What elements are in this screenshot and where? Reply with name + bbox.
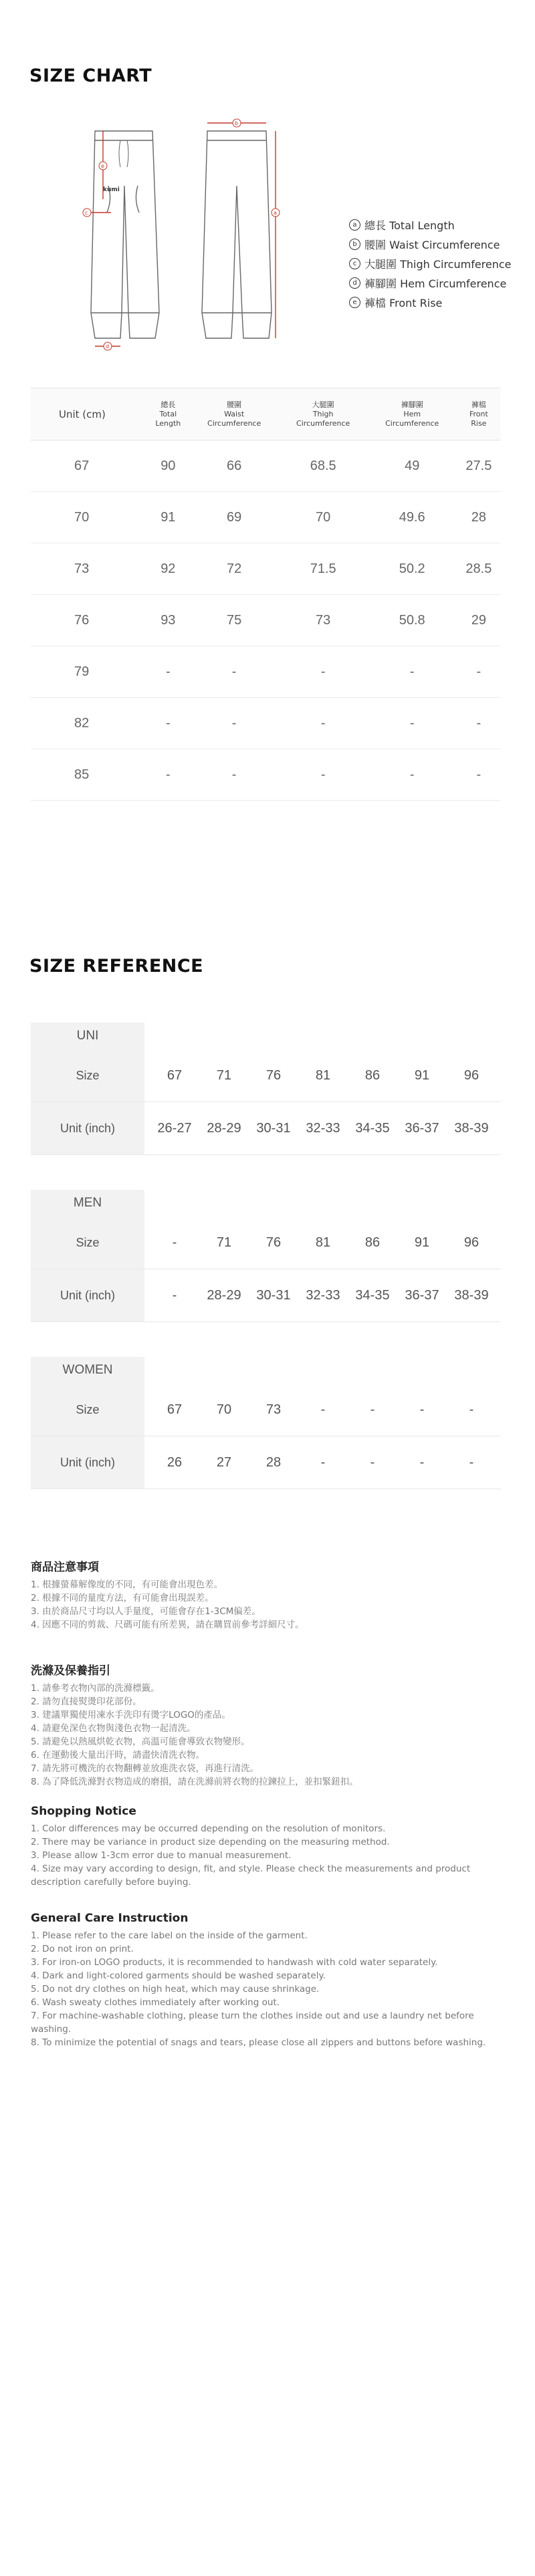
ref-group-title: WOMEN [31, 1357, 144, 1384]
notes-section [31, 1661, 512, 1789]
ref-cell: 71 [216, 1067, 232, 1083]
ref-cell: - [172, 1287, 177, 1303]
ref-cell: 96 [463, 1235, 479, 1250]
ref-cell: - [172, 1235, 177, 1250]
ref-cell: 28 [265, 1454, 282, 1470]
ref-cell: - [320, 1454, 326, 1470]
measure-cell: 68.5 [279, 440, 368, 492]
table-row [31, 595, 501, 646]
size-cell: 70 [31, 492, 146, 543]
notes-line: 3. For iron-on LOGO products, it is recommended to handwash with cold water separately. [31, 1957, 438, 1968]
ref-cell: 28-29 [207, 1120, 241, 1136]
ref-cell: 70 [216, 1402, 232, 1417]
ref-cell: 91 [414, 1067, 430, 1083]
notes-line: 6. 在運動後大量出汗時，請盡快清洗衣物。 [31, 1750, 205, 1761]
column-header: 褲檔 Front Rise [457, 388, 501, 440]
measure-cell: 28.5 [457, 543, 501, 595]
measure-cell: 93 [146, 595, 190, 646]
size-cell: 79 [31, 646, 146, 698]
legend-letter: a [349, 219, 360, 231]
measure-cell: 49 [368, 440, 457, 492]
ref-row-label: Unit (inch) [31, 1102, 144, 1154]
notes-line: 1. Color differences may be occurred depending on the resolution of monitors. [31, 1823, 386, 1834]
notes-line: 5. Do not dry clothes on high heat, which may cause shrinkage. [31, 1984, 320, 1994]
ref-cell: 26 [167, 1454, 183, 1470]
marker-c: c [85, 210, 88, 216]
marker-b: b [235, 120, 239, 126]
measure-cell: 75 [190, 595, 279, 646]
pants-diagram [74, 112, 294, 353]
notes-line: 7. 請先將可機洗的衣物翻轉並放進洗衣袋，再進行清洗。 [31, 1763, 259, 1774]
ref-cell: 86 [364, 1235, 381, 1250]
legend-item-b [349, 235, 512, 254]
legend-item-a [349, 215, 512, 235]
ref-row-label: Unit (inch) [31, 1436, 144, 1489]
table-row [31, 749, 501, 801]
measure-cell: 50.8 [368, 595, 457, 646]
table-row [31, 646, 501, 698]
ref-row-label: Size [31, 1384, 144, 1436]
measure-cell: 27.5 [457, 440, 501, 492]
ref-row [31, 1102, 501, 1155]
measure-cell: - [146, 698, 190, 749]
size-chart-title: SIZE CHART [29, 66, 152, 86]
ref-cell: 30-31 [256, 1287, 291, 1303]
ref-cell: - [419, 1454, 425, 1470]
ref-cell: 32-33 [306, 1287, 340, 1303]
column-header: 褲腳圍 Hem Circumference [368, 388, 457, 440]
table-row [31, 543, 501, 595]
legend-letter: d [349, 277, 360, 289]
ref-group-title: UNI [31, 1023, 144, 1049]
notes-line: 6. Wash sweaty clothes immediately after working out. [31, 1997, 280, 2008]
notes-line: washing. [31, 2024, 72, 2035]
legend-text: 褲檔 Front Rise [364, 297, 443, 309]
ref-cell: 36-37 [405, 1287, 439, 1303]
legend-text: 總長 Total Length [364, 219, 455, 232]
ref-cell: 91 [414, 1235, 430, 1250]
ref-cell: 81 [315, 1235, 331, 1250]
size-cell: 76 [31, 595, 146, 646]
notes-line: 8. 為了降低洗滌對衣物造成的磨損，請在洗滌前將衣物的拉鍊拉上，並扣緊鈕扣。 [31, 1777, 358, 1787]
measurement-legend [349, 215, 512, 312]
measure-cell: 70 [279, 492, 368, 543]
notes-line: 4. Dark and light-colored garments should be washed separately. [31, 1970, 326, 1981]
notes-section [31, 1805, 512, 1889]
legend-item-d [349, 273, 512, 293]
measure-cell: - [190, 698, 279, 749]
unit-header: Unit (cm) [31, 388, 146, 440]
ref-cell: 73 [265, 1402, 282, 1417]
notes-line: description carefully before buying. [31, 1877, 191, 1888]
marker-e: e [101, 163, 104, 169]
ref-cell: 67 [167, 1402, 183, 1417]
measure-cell: 91 [146, 492, 190, 543]
notes-line: 2. 請勿直接熨燙印花部份。 [31, 1696, 142, 1707]
ref-cell: 76 [265, 1067, 282, 1083]
notes-section [31, 1557, 512, 1632]
column-header: 大腿圍 Thigh Circumference [279, 388, 368, 440]
ref-row [31, 1384, 501, 1436]
notes-line: 5. 請避免以熱風烘乾衣物，高溫可能會導致衣物變形。 [31, 1736, 250, 1747]
measure-cell: - [279, 749, 368, 801]
size-cell: 73 [31, 543, 146, 595]
measure-cell: - [190, 749, 279, 801]
size-cell: 85 [31, 749, 146, 801]
ref-row [31, 1049, 501, 1102]
size-cell: 82 [31, 698, 146, 749]
measure-cell: - [457, 646, 501, 698]
measure-cell: 69 [190, 492, 279, 543]
ref-cell: 86 [364, 1067, 381, 1083]
ref-row [31, 1436, 501, 1489]
ref-cell: 34-35 [355, 1120, 390, 1136]
measure-cell: 49.6 [368, 492, 457, 543]
ref-cell: - [370, 1454, 375, 1470]
marker-d: d [106, 344, 110, 350]
measure-cell: 29 [457, 595, 501, 646]
measure-cell: - [279, 646, 368, 698]
legend-text: 腰圍 Waist Circumference [364, 239, 500, 251]
notes-line: 1. 請參考衣物內部的洗滌標籤。 [31, 1683, 160, 1694]
ref-row [31, 1216, 501, 1269]
measure-cell: - [457, 749, 501, 801]
ref-cell: 32-33 [306, 1120, 340, 1136]
ref-cell: 76 [265, 1235, 282, 1250]
legend-item-c [349, 254, 512, 273]
legend-letter: c [349, 258, 360, 269]
legend-text: 褲腳圍 Hem Circumference [364, 277, 507, 290]
measure-cell: 66 [190, 440, 279, 492]
column-header: 腰圍 Waist Circumference [190, 388, 279, 440]
measure-cell: - [368, 646, 457, 698]
notes-line: 7. For machine-washable clothing, please turn the clothes inside out and use a laundry net before [31, 2011, 474, 2021]
legend-letter: b [349, 239, 360, 250]
ref-cell: 38-39 [454, 1287, 489, 1303]
notes-line: 1. Please refer to the care label on the inside of the garment. [31, 1930, 308, 1941]
legend-letter: e [349, 297, 360, 308]
measure-cell: - [368, 698, 457, 749]
ref-cell: 27 [216, 1454, 232, 1470]
measure-cell: 28 [457, 492, 501, 543]
notes-line: 4. 因應不同的剪裁、尺碼可能有所差異，請在購買前參考詳細尺寸。 [31, 1620, 304, 1630]
notes-line: 2. Do not iron on print. [31, 1944, 134, 1954]
size-cell: 67 [31, 440, 146, 492]
size-reference-title: SIZE REFERENCE [29, 956, 204, 977]
ref-cell: 67 [167, 1067, 183, 1083]
measure-cell: 90 [146, 440, 190, 492]
ref-cell: 36-37 [405, 1120, 439, 1136]
size-chart-table [31, 388, 501, 801]
measure-cell: - [457, 698, 501, 749]
notes-line: 8. To minimize the potential of snags and tears, please close all zippers and buttons before washing. [31, 2037, 486, 2048]
measure-cell: - [279, 698, 368, 749]
ref-cell: 34-35 [355, 1287, 390, 1303]
measure-cell: 50.2 [368, 543, 457, 595]
ref-cell: 30-31 [256, 1120, 291, 1136]
measure-cell: 72 [190, 543, 279, 595]
measure-cell: 71.5 [279, 543, 368, 595]
marker-a: a [274, 210, 277, 216]
ref-row [31, 1269, 501, 1322]
measure-cell: - [368, 749, 457, 801]
measure-cell: - [190, 646, 279, 698]
notes-line: 4. Size may vary according to design, fit, and style. Please check the measurements and product [31, 1863, 471, 1874]
notes-line: 3. 建議單獨使用凍水手洗印有燙字LOGO的產品。 [31, 1710, 231, 1720]
notes-line: 4. 請避免深色衣物與淺色衣物一起清洗。 [31, 1723, 196, 1734]
ref-row-label: Unit (inch) [31, 1269, 144, 1321]
size-ref-uni [31, 1023, 501, 1155]
size-ref-women [31, 1357, 501, 1489]
column-header: 總長 Total Length [146, 388, 190, 440]
measure-cell: - [146, 646, 190, 698]
ref-row-label: Size [31, 1049, 144, 1102]
notes-line: 2. There may be variance in product size depending on the measuring method. [31, 1837, 390, 1847]
ref-group-title: MEN [31, 1190, 144, 1216]
notes-line: 2. 根據不同的量度方法，有可能會出現誤差。 [31, 1593, 214, 1603]
table-row [31, 698, 501, 749]
ref-cell: 38-39 [454, 1120, 489, 1136]
notes-title: General Care Instruction [31, 1912, 189, 1925]
legend-text: 大腿圍 Thigh Circumference [364, 258, 512, 271]
ref-cell: - [419, 1402, 425, 1417]
notes-line: 3. Please allow 1-3cm error due to manual measurement. [31, 1850, 292, 1861]
notes-line: 3. 由於商品尺寸均以人手量度，可能會存在1-3CM偏差。 [31, 1606, 261, 1617]
table-row [31, 492, 501, 543]
table-row [31, 440, 501, 492]
notes-line: 1. 根據螢幕解像度的不同，有可能會出現色差。 [31, 1579, 223, 1590]
ref-cell: 28-29 [207, 1287, 241, 1303]
measure-cell: - [146, 749, 190, 801]
notes-title: 商品注意事項 [31, 1561, 99, 1574]
size-ref-men [31, 1190, 501, 1322]
ref-row-label: Size [31, 1216, 144, 1269]
ref-cell: - [469, 1454, 474, 1470]
notes-title: Shopping Notice [31, 1805, 136, 1818]
ref-cell: - [370, 1402, 375, 1417]
ref-cell: 26-27 [157, 1120, 192, 1136]
brand-logo: kumi [103, 186, 120, 193]
legend-item-e [349, 293, 512, 312]
measure-cell: 92 [146, 543, 190, 595]
ref-cell: 96 [463, 1067, 479, 1083]
notes-section [31, 1912, 512, 2049]
ref-cell: - [320, 1402, 326, 1417]
ref-cell: - [469, 1402, 474, 1417]
ref-cell: 81 [315, 1067, 331, 1083]
notes-title: 洗滌及保養指引 [31, 1664, 110, 1678]
measure-cell: 73 [279, 595, 368, 646]
ref-cell: 71 [216, 1235, 232, 1250]
